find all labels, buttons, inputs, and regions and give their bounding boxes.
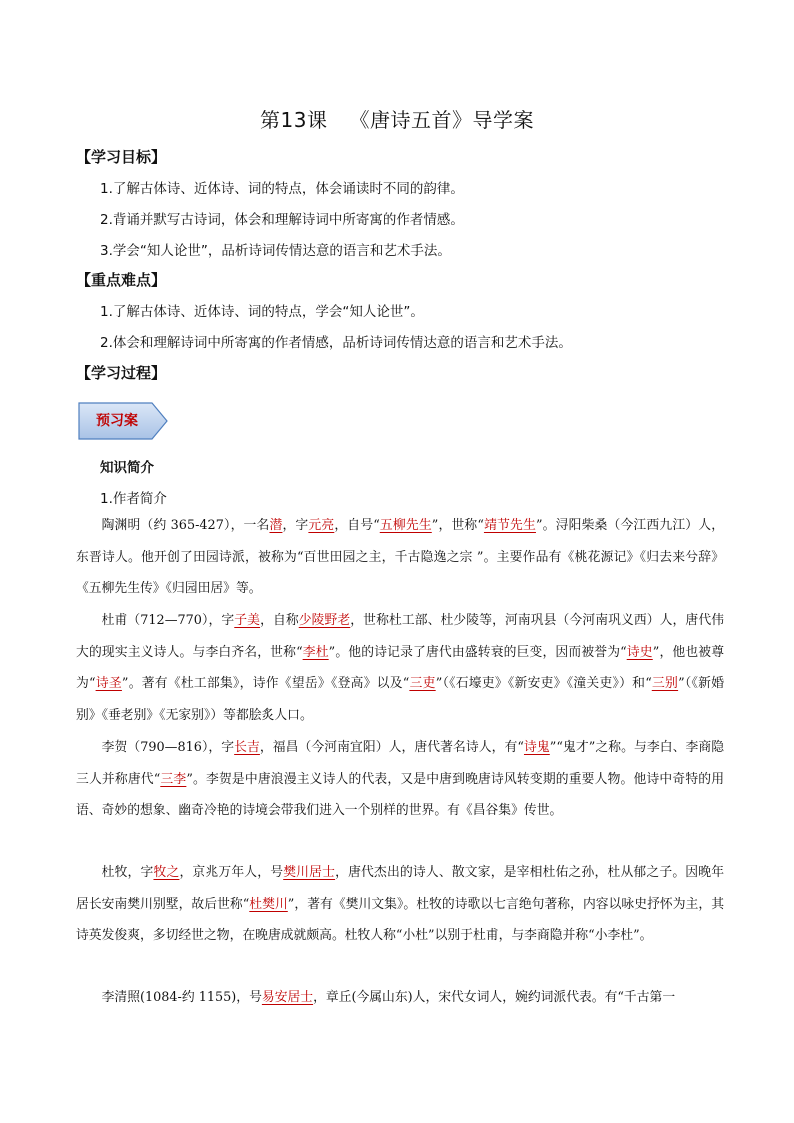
- highlight-term: 三吏: [409, 676, 436, 691]
- goal-item-3: 3.学会“知人论世”，品析诗词传情达意的语言和艺术手法。: [100, 243, 451, 259]
- keypoint-item-2: 2.体会和理解诗词中所寄寓的作者情感，品析诗词传情达意的语言和艺术手法。: [100, 335, 572, 351]
- highlight-term: 李杜: [302, 644, 329, 660]
- preview-tab-label: 预习案: [96, 413, 138, 429]
- page-title: [0, 104, 794, 133]
- highlight-term: 杜樊川: [249, 896, 288, 912]
- lesson-number: 第13课: [260, 108, 328, 132]
- goal-item-2: 2.背诵并默写古诗词，体会和理解诗词中所寄寓的作者情感。: [100, 212, 464, 228]
- highlight-term: 诗史: [626, 644, 653, 660]
- preview-tab: [78, 402, 168, 440]
- author-li-he: 李贺（790—816），字长吉，福昌（今河南宜阳）人，唐代著名诗人，有“诗鬼”“鬼才”之称。与李白、李商隐三人并称唐代“三李”。李贺是中唐浪漫主义诗人的代表，又是中唐到晚唐诗风转变期的重要人物。他诗中奇特的用语、奇妙的想象、幽奇冷艳的诗境会带我们进入一个别样的世界。有《昌谷集》传世。: [76, 740, 725, 818]
- highlight-term: 诗鬼: [523, 740, 550, 755]
- author-du-mu: 杜牧，字牧之，京兆万年人，号樊川居士，唐代杰出的诗人、散文家，是宰相杜佑之孙，杜从郁之子。因晚年居长安南樊川别墅，故后世称“杜樊川”，著有《樊川文集》。杜牧的诗歌以七言绝句著称，内容以咏史抒怀为主，其诗英发俊爽，多切经世之物，在晚唐成就颇高。杜牧人称“小杜”以别于杜甫，与李商隐并称“小李杜”。: [76, 865, 725, 943]
- highlight-term: 潜: [269, 518, 283, 533]
- author-du-fu: 杜甫（712—770），字子美，自称少陵野老，世称杜工部、杜少陵等，河南巩县（今河南巩义西）人，唐代伟大的现实主义诗人。与李白齐名，世称“李杜”。他的诗记录了唐代由盛转衰的巨变，因而被誉为“诗史”，他也被尊为“诗圣”。著有《杜工部集》，诗作《望岳》《登高》以及“三吏”（《石壕吏》《新安吏》《潼关吏》）和“三别”（《新婚别》《垂老别》《无家别》）等都脍炙人口。: [76, 613, 725, 723]
- highlight-term: 靖节先生: [483, 518, 536, 533]
- highlight-term: 元亮: [308, 518, 335, 533]
- lesson-title: 《唐诗五首》导学案: [349, 108, 534, 132]
- highlight-term: 牧之: [153, 865, 180, 880]
- highlight-term: 三别: [651, 676, 679, 691]
- highlight-term: 诗圣: [95, 676, 122, 691]
- author-tao-yuanming: 陶渊明（约 365-427），一名潜，字元亮，自号“五柳先生”，世称“靖节先生”。浔阳柴桑（今江西九江）人，东晋诗人。他开创了田园诗派，被称为“百世田园之主，千古隐逸之宗 ”。主要作品有《桃花源记》《归去来兮辞》《五柳先生传》《归园田居》等。: [76, 518, 725, 596]
- goal-item-1: 1.了解古体诗、近体诗、词的特点，体会诵读时不同的韵律。: [100, 181, 464, 197]
- author-li-qingzhao: 李清照(1084-约 1155)，号易安居士，章丘(今属山东)人，宋代女词人，婉约词派代表。有“千古第一: [101, 990, 676, 1005]
- knowledge-heading: 知识简介: [100, 460, 154, 476]
- process-heading: 【学习过程】: [76, 364, 167, 382]
- highlight-term: 易安居士: [261, 990, 314, 1005]
- goals-heading: 【学习目标】: [76, 148, 167, 166]
- keypoint-item-1: 1.了解古体诗、近体诗、词的特点，学会“知人论世”。: [100, 304, 424, 320]
- highlight-term: 三李: [160, 771, 187, 787]
- keypoints-heading: 【重点难点】: [76, 271, 167, 289]
- highlight-term: 少陵野老: [298, 613, 351, 628]
- authors-heading: 1.作者简介: [100, 491, 167, 507]
- highlight-term: 子美: [234, 613, 261, 628]
- highlight-term: 樊川居士: [283, 865, 336, 880]
- highlight-term: 五柳先生: [379, 518, 432, 533]
- highlight-term: 长吉: [234, 740, 260, 755]
